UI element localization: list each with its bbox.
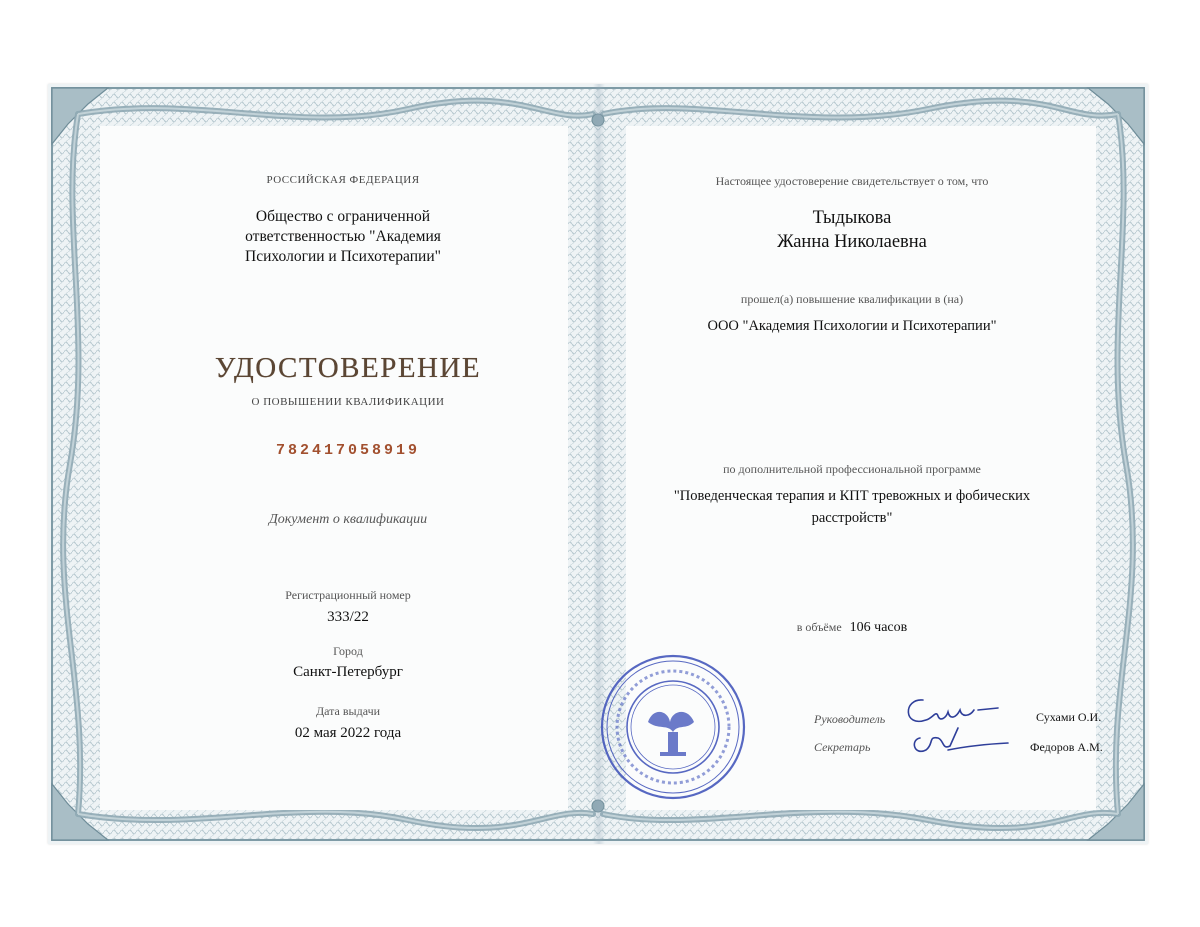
program-label: по дополнительной профессиональной программе [723,462,981,476]
passed-training-label: прошел(а) повышение квалификации в (на) [740,292,964,306]
head-name: Сухами О.И. [1036,710,1102,724]
volume-row [598,618,1106,636]
org-name-line-3: Психологии и Психотерапии" [245,248,441,265]
head-label: Руководитель [814,712,886,726]
document-title: УДОСТОВЕРЕНИЕ [214,352,482,384]
signature-marks [898,688,1028,768]
registration-number-value: 333/22 [327,609,369,625]
institution-name: ООО "Академия Психологии и Психотерапии" [707,318,997,334]
secretary-label: Секретарь [814,740,871,754]
issue-date-label: Дата выдачи [315,704,381,718]
registration-number-label: Регистрационный номер [285,588,411,602]
program-title-line-2: расстройств" [811,510,893,526]
serial-number: 782417058919 [275,442,421,459]
holder-surname: Тыдыкова [812,208,892,228]
city-label: Город [333,644,363,658]
country-label: РОССИЙСКАЯ ФЕДЕРАЦИЯ [266,174,420,186]
intro-text: Настоящее удостоверение свидетельствует о том, что [715,174,989,188]
city-value: Санкт-Петербург [293,664,403,680]
issue-date-value: 02 мая 2022 года [294,725,402,741]
org-name-line-1: Общество с ограниченной [255,208,431,225]
left-page [48,84,598,844]
document-subtitle: О ПОВЫШЕНИИ КВАЛИФИКАЦИИ [251,396,445,408]
program-title-line-1: "Поведенческая терапия и КПТ тревожных и фобических [673,488,1031,504]
seal-stamp-icon [598,652,748,802]
secretary-name: Федоров А.М. [1030,740,1103,754]
volume-label: в объёме [796,620,842,634]
certificate-document [48,84,1148,844]
holder-given-names: Жанна Николаевна [777,232,927,252]
volume-value: 106 часов [849,620,908,635]
document-caption: Документ о квалификации [268,512,428,527]
org-name-line-2: ответственностью "Академия [245,228,441,245]
